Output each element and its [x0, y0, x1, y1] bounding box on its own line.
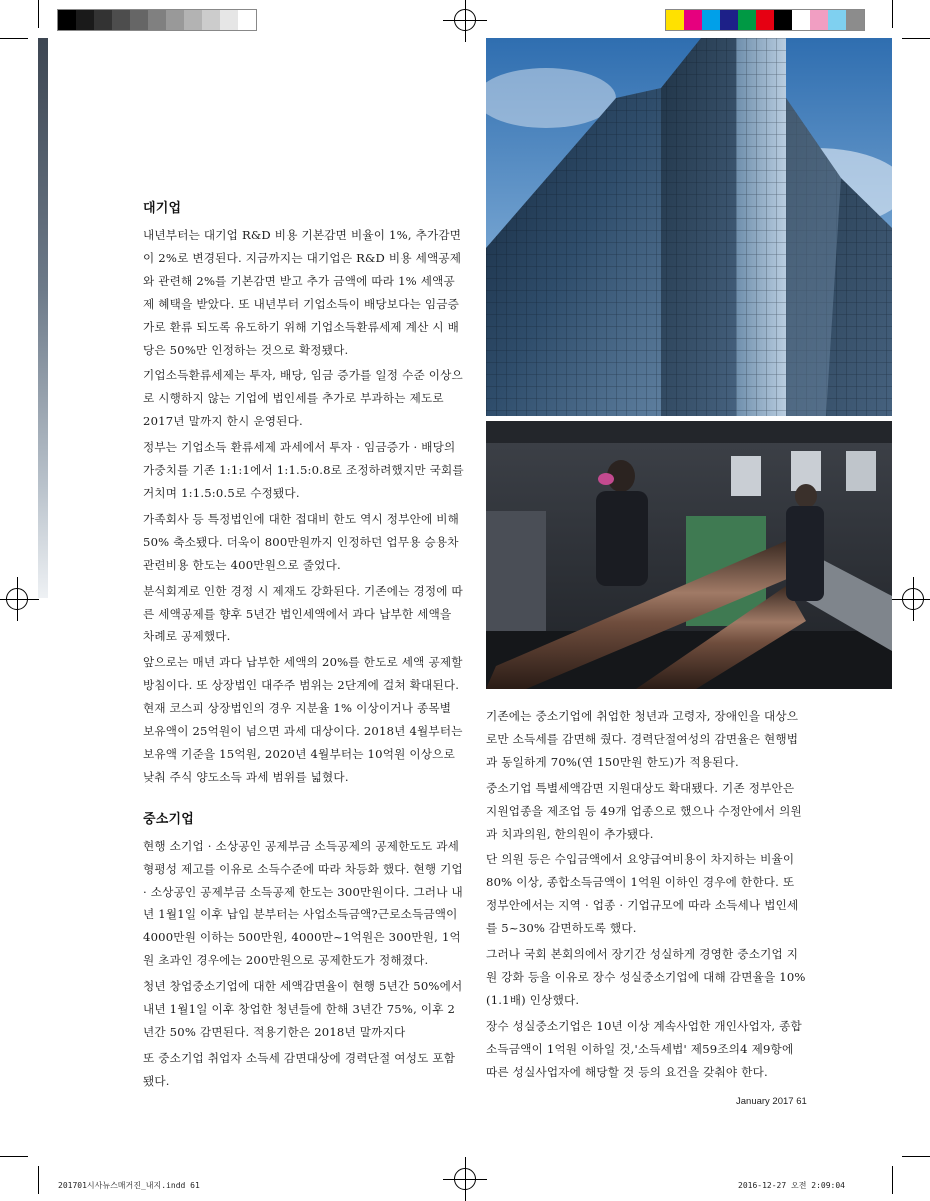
paragraph: 내년부터는 대기업 R&D 비용 기본감면 비율이 1%, 추가감면이 2%로 변경된다. 지금까지는 대기업은 R&D 비용 세액공제와 관련해 2%를 기본감면 받고 추가 금액에 따라 1% 세액공제 혜택을 받았다. 또 내년부터 기업소득이 배당보다는 임금증가로 환류 되도록 유도하기 위해 기업소득환류세제 계산 시 배당은 50%만 인정하는 것으로 확정됐다.: [143, 228, 462, 357]
color-swatch: [774, 10, 792, 30]
crop-mark: [38, 0, 39, 28]
skyscraper-photo: [486, 38, 892, 416]
paragraph: 장수 성실중소기업은 10년 이상 계속사업한 개인사업자, 종합소득금액이 1억원 이하일 것,'소득세법' 제59조의4 제9항에 따른 성실사업자에 해당할 것 등의 요건을 갖춰야 한다.: [486, 1018, 802, 1079]
gray-swatch: [166, 10, 184, 30]
gray-swatch: [58, 10, 76, 30]
right-text-column: [486, 705, 806, 1087]
color-swatch: [846, 10, 864, 30]
registration-mark-left: [6, 588, 28, 610]
grayscale-calibration-bar: [57, 9, 257, 31]
registration-mark-top: [454, 9, 476, 31]
gray-swatch: [130, 10, 148, 30]
color-swatch: [828, 10, 846, 30]
crop-mark: [892, 1166, 893, 1194]
color-swatch: [720, 10, 738, 30]
paragraph: 현행 소기업 · 소상공인 공제부금 소득공제의 공제한도도 과세 형평성 제고를 이유로 소득수준에 따라 차등화 했다. 현행 기업 · 소상공인 공제부금 소득공제 한도는 300만원이다. 그러나 내년 1월1일 이후 납입 분부터는 사업소득금액?근로소득금액이 4000만원 이하는 500만원, 4000만~1억원은 300만원, 1억원 초과인 경우에는 200만원으로 공제한도가 정해졌다.: [143, 838, 463, 968]
gray-swatch: [202, 10, 220, 30]
gray-swatch: [238, 10, 256, 30]
section-heading-large-corp: 대기업: [143, 201, 182, 216]
paragraph: 정부는 기업소득 환류세제 과세에서 투자 · 임금증가 · 배당의 가중치를 기존 1:1:1에서 1:1.5:0.8로 조정하려했지만 국회를 거치며 1:1.5:0.5로 수정됐다.: [143, 440, 464, 500]
paragraph: 기존에는 중소기업에 취업한 청년과 고령자, 장애인을 대상으로만 소득세를 감면해 줬다. 경력단절여성의 감면율은 현행법과 동일하게 70%(연 150만원 한도)가 적용된다.: [486, 709, 799, 769]
registration-mark-bottom: [454, 1168, 476, 1190]
crop-mark: [902, 1156, 930, 1157]
gray-swatch: [112, 10, 130, 30]
color-swatch: [792, 10, 810, 30]
gray-swatch: [184, 10, 202, 30]
color-swatch: [738, 10, 756, 30]
section-heading-smb: 중소기업: [143, 811, 195, 827]
paragraph: 분식회계로 인한 경정 시 제재도 강화된다. 기존에는 경정에 따른 세액공제를 향후 5년간 법인세액에서 과다 납부한 세액을 차례로 공제했다.: [143, 583, 463, 644]
factory-workers-photo: [486, 421, 892, 689]
crop-mark: [38, 1166, 39, 1194]
crop-mark: [902, 38, 930, 39]
print-slug-filename: 201701시사뉴스매거진_내지.indd 61: [58, 1181, 200, 1190]
color-calibration-bar: [665, 9, 865, 31]
crop-mark: [0, 1156, 28, 1157]
left-text-column: [143, 200, 465, 1096]
paragraph: 또 중소기업 취업자 소득세 감면대상에 경력단절 여성도 포함됐다.: [143, 1050, 456, 1088]
color-swatch: [702, 10, 720, 30]
paragraph: 가족회사 등 특정법인에 대한 접대비 한도 역시 정부안에 비해 50% 축소됐다. 더욱이 800만원까지 인정하던 업무용 승용차 관련비용 한도는 400만원으로 줄었다.: [143, 511, 460, 572]
color-swatch: [684, 10, 702, 30]
paragraph: 청년 창업중소기업에 대한 세액감면율이 현행 5년간 50%에서 내년 1월1일 이후 창업한 청년들에 한해 3년간 75%, 이후 2년간 50% 감면된다. 적용기한은 2018년 말까지다: [143, 979, 463, 1039]
gray-swatch: [94, 10, 112, 30]
crop-mark: [0, 38, 28, 39]
paragraph: 단 의원 등은 수입금액에서 요양급여비용이 차지하는 비율이 80% 이상, 종합소득금액이 1억원 이하인 경우에 한한다. 또 정부안에서는 지역 · 업종 · 기업규모에 따라 소득세나 법인세를 5~30% 감면하도록 했다.: [486, 852, 799, 936]
registration-mark-right: [902, 588, 924, 610]
print-slug-timestamp: 2016-12-27 오전 2:09:04: [738, 1181, 845, 1190]
color-swatch: [756, 10, 774, 30]
paragraph: 중소기업 특별세액감면 지원대상도 확대됐다. 기존 정부안은 지원업종을 제조업 등 49개 업종으로 했으나 수정안에서 의원과 치과의원, 한의원이 추가됐다.: [486, 780, 802, 841]
color-swatch: [810, 10, 828, 30]
color-swatch: [666, 10, 684, 30]
paragraph: 기업소득환류세제는 투자, 배당, 임금 증가를 일정 수준 이상으로 시행하지 않는 기업에 법인세를 추가로 부과하는 제도로 2017년 말까지 한시 운영된다.: [143, 368, 463, 429]
paragraph: 그러나 국회 본회의에서 장기간 성실하게 경영한 중소기업 지원 강화 등을 이유로 장수 성실중소기업에 대해 감면율을 10%(1.1배) 인상했다.: [486, 947, 806, 1007]
paragraph: 앞으로는 매년 과다 납부한 세액의 20%를 한도로 세액 공제할 방침이다. 또 상장법인 대주주 범위는 2단계에 걸쳐 확대된다. 현재 코스피 상장법인의 경우 지분율 1% 이상이거나 종목별 보유액이 25억원이 넘으면 과세 대상이다. 2018년 4월부터는 보유액 기준을 15억원, 2020년 4월부터는 10억원 이상으로 낮춰 주식 양도소득 과세 범위를 넓혔다.: [143, 655, 463, 784]
gray-swatch: [148, 10, 166, 30]
gray-swatch: [220, 10, 238, 30]
crop-mark: [892, 0, 893, 28]
gray-swatch: [76, 10, 94, 30]
page-folio: January 2017 61: [736, 1096, 807, 1107]
page-edge-gradient: [38, 38, 48, 598]
